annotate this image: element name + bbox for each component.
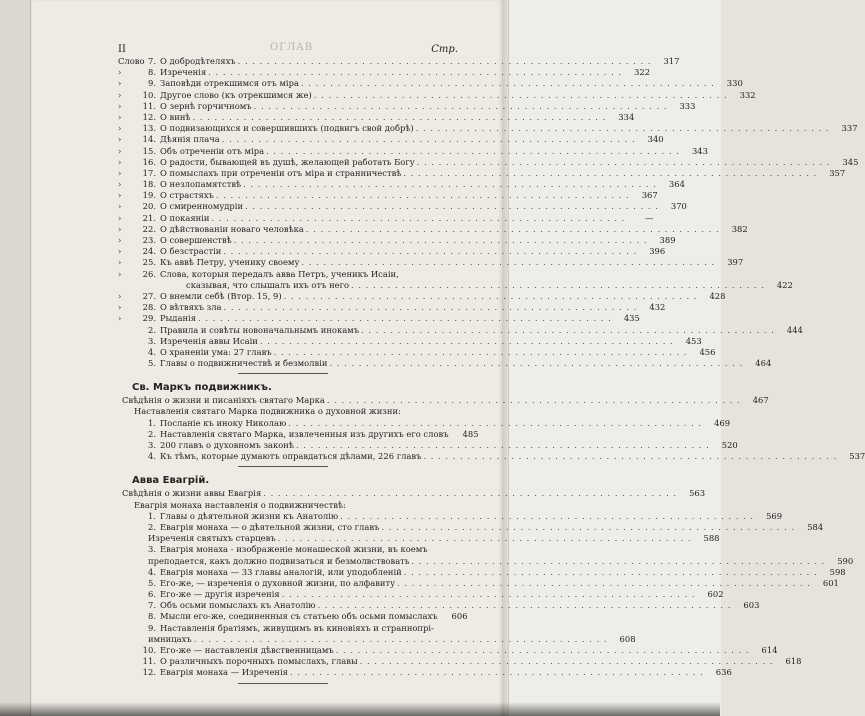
entry-number: 11. [142, 100, 156, 111]
entry-title: преподается, какъ должно подвизаться и безмолвствовать [148, 555, 410, 566]
entry-title: О храненіи ума: 27 главъ [160, 346, 272, 357]
leader-dots [296, 440, 710, 451]
entry-title: Главы о дѣятельной жизни къ Анатолію [160, 510, 339, 521]
running-title: ОГЛАВ [270, 42, 314, 53]
leader-dots [416, 123, 830, 134]
leader-dots [329, 358, 743, 369]
toc-entry [118, 395, 769, 406]
entry-number: 24. [142, 246, 156, 257]
entry-page: 618 [785, 656, 802, 667]
leader-dots [318, 600, 732, 611]
toc-entry [118, 145, 708, 157]
leader-dots [208, 67, 622, 78]
entry-number: 3. [148, 440, 156, 450]
entry-page: 603 [743, 600, 760, 611]
entry-page: 382 [731, 223, 748, 234]
entry-title: О страстяхъ [160, 190, 214, 201]
toc-entry [118, 335, 702, 347]
entry-number: 3. [148, 335, 156, 346]
entry-page: 608 [619, 633, 636, 644]
entry-page: 520 [721, 440, 738, 450]
entry-number: 10. [142, 645, 156, 655]
entry-page: 370 [670, 201, 687, 212]
entry-page: 598 [829, 566, 846, 577]
entry-label: › [118, 123, 122, 134]
entry-page: 334 [618, 111, 635, 122]
leader-dots [198, 313, 612, 324]
toc-entry [118, 302, 666, 313]
entry-page: 345 [842, 156, 859, 167]
evagrius-entries [118, 488, 854, 678]
entry-title: Заповѣди отрекшимся отъ міра [160, 78, 299, 89]
entry-page: 332 [739, 89, 756, 100]
leader-dots [397, 578, 811, 589]
leader-dots [212, 213, 626, 224]
toc-entry [118, 510, 783, 522]
entry-title: Объ осьми помыслахъ къ Анатолію [160, 600, 316, 611]
entry-title: Изреченія святыхъ старцевъ [148, 533, 276, 544]
entry-page: 453 [685, 335, 702, 346]
entry-number: 23. [142, 235, 156, 245]
entry-number: 9. [148, 622, 156, 633]
entry-title: О дѣйствованіи новаго человѣка [160, 223, 304, 234]
toc-entry [118, 290, 726, 302]
toc-entry [118, 89, 756, 101]
entry-title: сказывая, что слышалъ ихъ отъ него [186, 279, 350, 290]
toc-entry [118, 190, 658, 201]
section-title-evagrius: Авва Евагрій. [132, 475, 210, 487]
page-column-header: Стр. [431, 44, 458, 55]
entry-page: 357 [829, 167, 846, 178]
entry-title: О зернѣ горчичномъ [160, 100, 252, 111]
entry-number: 12. [142, 667, 156, 678]
entry-number: 29. [142, 313, 156, 324]
entry-page: 322 [634, 67, 651, 78]
entry-title: Его-же, — изреченія о духовной жизни, по алфавиту [160, 577, 396, 588]
entry-number: 10. [142, 89, 156, 100]
entry-title: Посланіе къ иноку Николаю [160, 417, 287, 428]
entry-title: Наставленія святаго Марка подвижника о духовной жизни: [134, 406, 401, 417]
toc-entry [118, 212, 654, 224]
toc-entry [118, 246, 666, 257]
entry-title: О внемли себѣ (Втор. 15, 9) [160, 290, 282, 301]
entry-page: 569 [766, 510, 783, 521]
entry-number: 2. [148, 428, 156, 439]
entry-number: 16. [142, 156, 156, 167]
entry-label: › [118, 78, 122, 89]
entry-label: › [118, 268, 122, 279]
entry-label: › [118, 190, 122, 201]
entry-page: 333 [679, 100, 696, 111]
entry-page: 467 [752, 395, 769, 406]
entry-title: Къ тѣмъ, которые думаютъ оправдаться дѣлами, 226 главъ [160, 451, 422, 462]
entry-label: › [118, 290, 122, 301]
toc-entry [118, 201, 687, 212]
photo-shadow [0, 702, 720, 716]
entry-title: Изреченія аввы Исаіи [160, 335, 258, 346]
entry-page: 330 [726, 78, 743, 89]
toc-entry [118, 123, 858, 134]
entry-number: 22. [142, 223, 156, 234]
entry-title: О различныхъ порочныхъ помыслахъ, главы [160, 656, 358, 667]
entry-page: 537 [849, 451, 865, 462]
entry-title: Къ аввѣ Петру, ученику своему [160, 257, 300, 268]
entry-number: 15. [142, 145, 156, 156]
entry-number: 2. [148, 324, 156, 335]
entry-title: О покаяніи [160, 212, 210, 223]
toc-entry [118, 600, 760, 611]
entry-page: 396 [649, 246, 666, 257]
toc-entry [118, 100, 696, 112]
leader-dots [234, 235, 648, 246]
entry-label: › [118, 313, 122, 324]
toc-entry [118, 428, 479, 440]
entry-label: › [118, 235, 122, 245]
leader-dots [288, 418, 702, 429]
entry-title: Главы о подвижничествѣ и безмолвіи [160, 358, 328, 369]
entry-page: 422 [776, 279, 793, 290]
entry-title: имницахъ [148, 633, 192, 644]
entry-number: 6. [148, 589, 156, 600]
toc-entry [118, 156, 859, 168]
entry-number: 4. [148, 566, 156, 577]
entry-number: 14. [142, 134, 156, 145]
entry-title: О добродѣтеляхъ [160, 56, 236, 66]
leader-dots [403, 168, 817, 179]
toc-entry [118, 78, 743, 89]
entry-title: Его-же — другія изреченія [160, 589, 280, 600]
entry-title: Свѣдѣнія о жизни и писаніяхъ святаго Марка [122, 395, 325, 406]
entry-title: О подвизающихся и совершившихъ (подвигъ свой добрѣ) [160, 123, 414, 134]
entry-page: 464 [755, 358, 772, 369]
entry-page: 590 [837, 555, 854, 566]
leader-dots [290, 667, 704, 678]
entry-page: 636 [715, 667, 732, 678]
entry-label: › [118, 100, 122, 111]
previous-page-edge [0, 0, 31, 716]
entry-page: 340 [647, 134, 664, 145]
entry-page: 444 [786, 324, 803, 335]
entry-title: О радости, бывающей въ душѣ, желающей работать Богу [160, 156, 415, 167]
leader-dots [223, 246, 637, 257]
entry-number: 1. [148, 510, 156, 521]
entry-title: О винѣ [160, 111, 191, 122]
leader-dots [314, 90, 728, 101]
entry-label: › [118, 223, 122, 234]
leader-dots [306, 224, 720, 235]
entry-page: 367 [641, 190, 658, 201]
entry-number: 9. [148, 78, 156, 89]
toc-entry [118, 179, 685, 190]
entry-number: 27. [142, 290, 156, 301]
entry-number: 21. [142, 212, 156, 223]
toc-entry [118, 488, 706, 499]
entry-number: 7. [148, 600, 156, 611]
leader-dots [238, 56, 652, 67]
entry-page: 435 [623, 313, 640, 324]
leader-dots [411, 556, 825, 567]
leader-dots [340, 511, 754, 522]
toc-entry [118, 324, 803, 336]
toc-entry [118, 451, 865, 462]
leader-dots [263, 488, 677, 499]
entry-page: 337 [841, 123, 858, 134]
table-of-contents [118, 56, 865, 687]
entry-label: Слово [118, 56, 145, 66]
leader-dots [301, 78, 715, 89]
entry-page: 343 [691, 145, 708, 156]
entry-page: 469 [714, 417, 731, 428]
entry-number: 20. [142, 201, 156, 212]
leader-dots [266, 146, 680, 157]
entry-title: О вѣтвяхъ зла [160, 302, 222, 313]
entry-number: 18. [142, 179, 156, 190]
entry-title: Евагрія монаха — Изреченія [160, 667, 288, 678]
entry-number: 1. [148, 417, 156, 428]
toc-entry [118, 440, 738, 451]
leader-dots [243, 179, 657, 190]
leader-dots [245, 201, 659, 212]
entry-title: Другое слово (къ отрекшимся же) [160, 89, 312, 100]
entry-page: 317 [663, 56, 680, 66]
entry-label: › [118, 134, 122, 145]
entry-number: 4. [148, 451, 156, 462]
leader-dots [216, 190, 630, 201]
toc-entry [118, 358, 772, 369]
isaiah-entries [118, 56, 859, 369]
leader-dots [274, 347, 688, 358]
toc-entry [118, 611, 468, 622]
entry-title: Евагрія монаха наставленія о подвижничествѣ: [134, 499, 346, 510]
leader-dots [336, 645, 750, 656]
entry-page: 364 [668, 179, 685, 190]
entry-number: 13. [142, 123, 156, 134]
leader-dots [278, 533, 692, 544]
entry-number: 12. [142, 111, 156, 122]
entry-number: 19. [142, 190, 156, 201]
leader-dots [284, 291, 698, 302]
entry-title: Его-же — наставленія дѣвственницамъ [160, 645, 334, 655]
entry-page: 456 [699, 346, 716, 357]
toc-entry [118, 223, 748, 235]
section-title-mark: Св. Маркъ подвижникъ. [132, 382, 272, 394]
toc-entry [118, 167, 846, 179]
entry-label: › [118, 201, 122, 212]
entry-number: 8. [148, 67, 156, 78]
section-divider [118, 369, 458, 377]
entry-number: 2. [148, 521, 156, 532]
toc-entry [118, 500, 458, 511]
entry-page: 588 [703, 533, 720, 544]
entry-title: Наставленія святаго Марка, извлеченныя изъ другихъ его словъ [160, 428, 449, 439]
toc-entry [118, 656, 802, 667]
entry-title: Мысли его-же, соединенныя съ статьею объ осьми помыслахъ [160, 611, 438, 622]
toc-entry [118, 589, 724, 600]
toc-entry [118, 346, 716, 358]
toc-entry [118, 633, 636, 645]
entry-title: О совершенствѣ [160, 235, 232, 245]
toc-entry [118, 566, 846, 578]
mark-entries [118, 395, 865, 462]
entry-title: Рыданія [160, 313, 196, 324]
leader-dots [327, 395, 741, 406]
leader-dots [404, 567, 818, 578]
entry-title: Дѣянія плача [160, 134, 220, 145]
toc-entry [118, 269, 458, 280]
entry-title: О безстрастіи [160, 246, 222, 257]
entry-title: О смиренномудріи [160, 201, 244, 212]
entry-number: 5. [148, 577, 156, 588]
toc-entry [118, 313, 640, 324]
end-divider [118, 679, 458, 687]
entry-page: 601 [822, 577, 839, 588]
leader-dots [260, 336, 674, 347]
toc-entry [118, 67, 651, 78]
entry-number: 4. [148, 346, 156, 357]
entry-page: 389 [659, 235, 676, 245]
entry-page: 584 [807, 521, 824, 532]
toc-entry [118, 257, 744, 268]
entry-number: 17. [142, 167, 156, 178]
entry-title: Объ отреченіи отъ міра [160, 145, 265, 156]
entry-title: Евагрія монаха — о дѣятельной жизни, сто главъ [160, 521, 380, 532]
entry-title: Слова, которыя передалъ авва Петръ, ученикъ Исаіи, [160, 268, 399, 279]
entry-number: 28. [142, 302, 156, 313]
entry-label: › [118, 67, 122, 78]
entry-title: Изреченія [160, 67, 207, 78]
entry-number: 25. [142, 257, 156, 268]
entry-page: 485 [462, 428, 479, 439]
toc-entry [118, 667, 732, 678]
toc-entry [118, 533, 720, 544]
toc-entry [118, 279, 793, 291]
entry-page: 606 [451, 611, 468, 622]
entry-page: 397 [727, 257, 744, 268]
entry-label: › [118, 246, 122, 257]
toc-entry [118, 577, 839, 589]
entry-title: О незлопамятствѣ [160, 179, 242, 190]
entry-label: › [118, 156, 122, 167]
toc-entry [118, 235, 676, 246]
entry-label: › [118, 212, 122, 223]
entry-title: Наставленія братіямъ, живущимъ въ киновіяхъ и страннопрі- [160, 622, 434, 633]
toc-entry [118, 555, 854, 567]
entry-label: › [118, 302, 122, 313]
toc-entry [118, 521, 824, 533]
section-divider [118, 462, 458, 470]
leader-dots [417, 157, 831, 168]
leader-dots [361, 325, 775, 336]
entry-title: О помыслахъ при отреченіи отъ міра и странничествѣ [160, 167, 402, 178]
entry-page: — [644, 212, 654, 223]
entry-number: 5. [148, 358, 156, 369]
entry-label: › [118, 167, 122, 178]
toc-entry [118, 406, 458, 417]
entry-label: › [118, 145, 122, 156]
entry-title: Свѣдѣнія о жизни аввы Евагрія [122, 488, 262, 499]
leader-dots [301, 257, 715, 268]
entry-title: Правила и совѣты новоначальнымъ инокамъ [160, 324, 360, 335]
leader-dots [224, 302, 638, 313]
entry-number: 11. [142, 656, 156, 667]
leader-dots [351, 280, 765, 291]
entry-label: › [118, 111, 122, 122]
toc-entry [118, 417, 731, 429]
leader-dots [194, 634, 608, 645]
entry-page: 602 [707, 589, 724, 600]
entry-page: 432 [649, 302, 666, 313]
entry-page: 614 [761, 645, 778, 655]
entry-title: Евагрія монаха — 33 главы аналогій, или уподобленій [160, 566, 402, 577]
entry-label: › [118, 257, 122, 268]
page-number: II [118, 44, 126, 55]
entry-number: 3. [148, 544, 156, 555]
leader-dots [381, 522, 795, 533]
toc-entry [118, 134, 664, 145]
toc-entry [118, 544, 458, 555]
leader-dots [360, 656, 774, 667]
entry-label: › [118, 179, 122, 190]
entry-number: 8. [148, 611, 156, 622]
toc-entry [118, 645, 778, 656]
leader-dots [222, 134, 636, 145]
entry-label: › [118, 89, 122, 100]
toc-entry [118, 111, 635, 123]
toc-entry [118, 56, 680, 67]
entry-page: 563 [689, 488, 706, 499]
entry-number: 26. [142, 268, 156, 279]
leader-dots [423, 451, 837, 462]
leader-dots [192, 112, 606, 123]
leader-dots [254, 101, 668, 112]
leader-dots [282, 589, 696, 600]
entry-number: 7. [148, 56, 156, 66]
entry-title: Евагрія монаха - изображеніе монашеской жизни, въ коемъ [160, 544, 428, 555]
entry-page: 428 [709, 290, 726, 301]
toc-entry [118, 623, 458, 634]
entry-title: 200 главъ о духовномъ законѣ [160, 440, 294, 450]
